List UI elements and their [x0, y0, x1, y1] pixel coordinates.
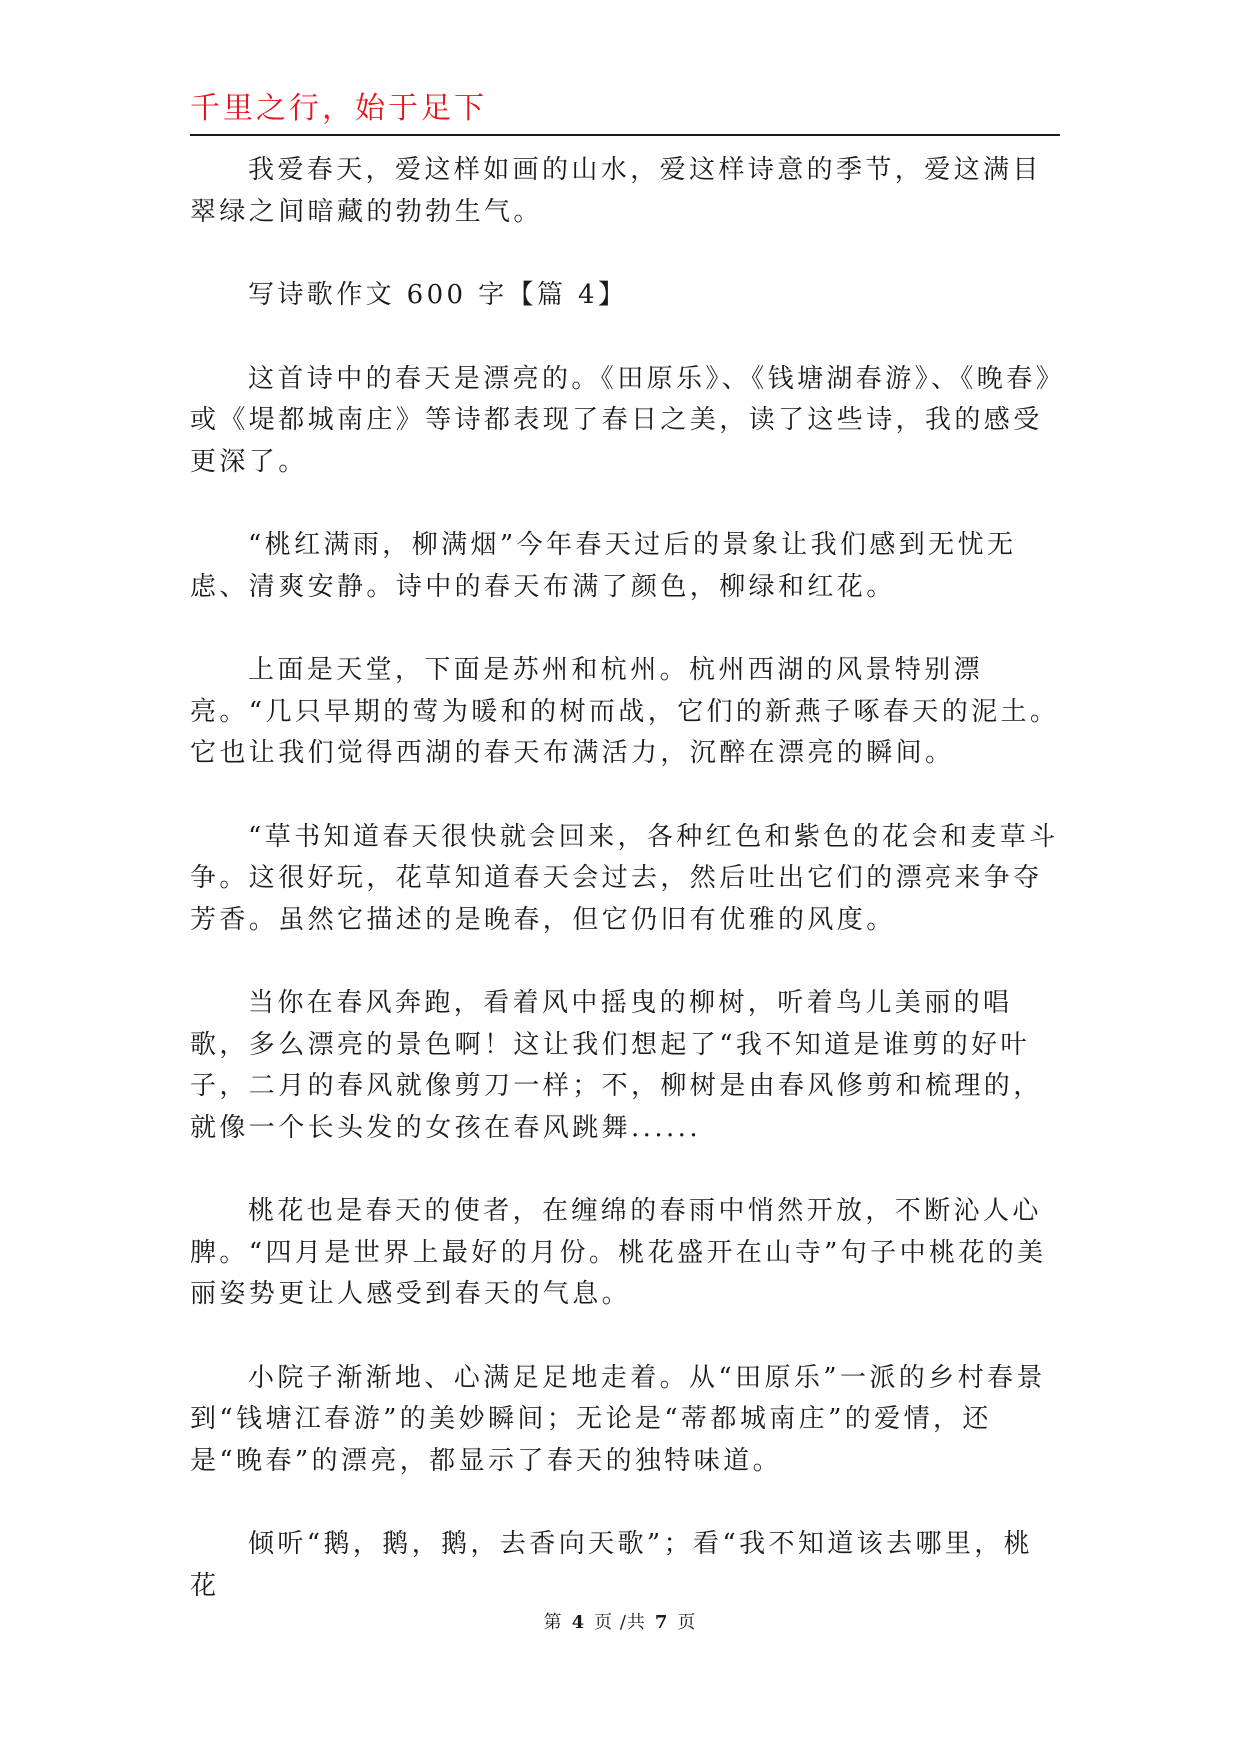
header-divider — [190, 134, 1060, 136]
document-body — [190, 150, 1060, 1649]
paragraph: 小院子渐渐地、心满足足地走着。从“田原乐”一派的乡村春景到“钱塘江春游”的美妙瞬间；无论是“蒂都城南庄”的爱情，还是“晚春”的漂亮，都显示了春天的独特味道。 — [190, 1362, 1046, 1476]
page-footer — [0, 1610, 1240, 1636]
footer-middle: 页 /共 — [594, 1612, 646, 1633]
paragraph: 桃花也是春天的使者，在缠绵的春雨中悄然开放，不断沁人心脾。“四月是世界上最好的月份。桃花盛开在山寺”句子中桃花的美丽姿势更让人感受到春天的气息。 — [190, 1196, 1047, 1309]
header-motto: 千里之行，始于足下 — [190, 91, 487, 126]
paragraph: 上面是天堂，下面是苏州和杭州。杭州西湖的风景特别漂亮。“几只早期的莺为暖和的树而战，它们的新燕子啄春天的泥土。它也让我们觉得西湖的春天布满活力，沉醉在漂亮的瞬间。 — [190, 655, 1060, 768]
footer-prefix: 第 — [543, 1612, 563, 1633]
paragraph: 当你在春风奔跑，看着风中摇曳的柳树，听着鸟儿美丽的唱歌，多么漂亮的景色啊！这让我们想起了“我不知道是谁剪的好叶子，二月的春风就像剪刀一样；不，柳树是由春风修剪和梳理的，就像一个长头发的女孩在春风跳舞...... — [190, 988, 1043, 1143]
section-heading: 写诗歌作文 600 字【篇 4】 — [248, 280, 628, 310]
paragraph: 我爱春天，爱这样如画的山水，爱这样诗意的季节，爱这满目翠绿之间暗藏的勃勃生气。 — [190, 155, 1042, 227]
current-page-number: 4 — [571, 1612, 586, 1633]
footer-suffix: 页 — [677, 1612, 697, 1633]
paragraph: 倾听“鹅，鹅，鹅，去香向天歌”；看“我不知道该去哪里，桃花 — [190, 1529, 1034, 1601]
page-header — [190, 86, 1060, 136]
total-page-number: 7 — [654, 1612, 669, 1633]
paragraph: 这首诗中的春天是漂亮的。《田原乐》、《钱塘湖春游》、《晚春》或《堤都城南庄》等诗都表现了春日之美，读了这些诗，我的感受更深了。 — [190, 363, 1053, 477]
paragraph: “草书知道春天很快就会回来，各种红色和紫色的花会和麦草斗争。这很好玩，花草知道春天会过去，然后吐出它们的漂亮来争夺芳香。虽然它描述的是晚春，但它仍旧有优雅的风度。 — [190, 821, 1059, 935]
paragraph: “桃红满雨，柳满烟”今年春天过后的景象让我们感到无忧无虑、清爽安静。诗中的春天布满了颜色，柳绿和红花。 — [190, 530, 1017, 602]
